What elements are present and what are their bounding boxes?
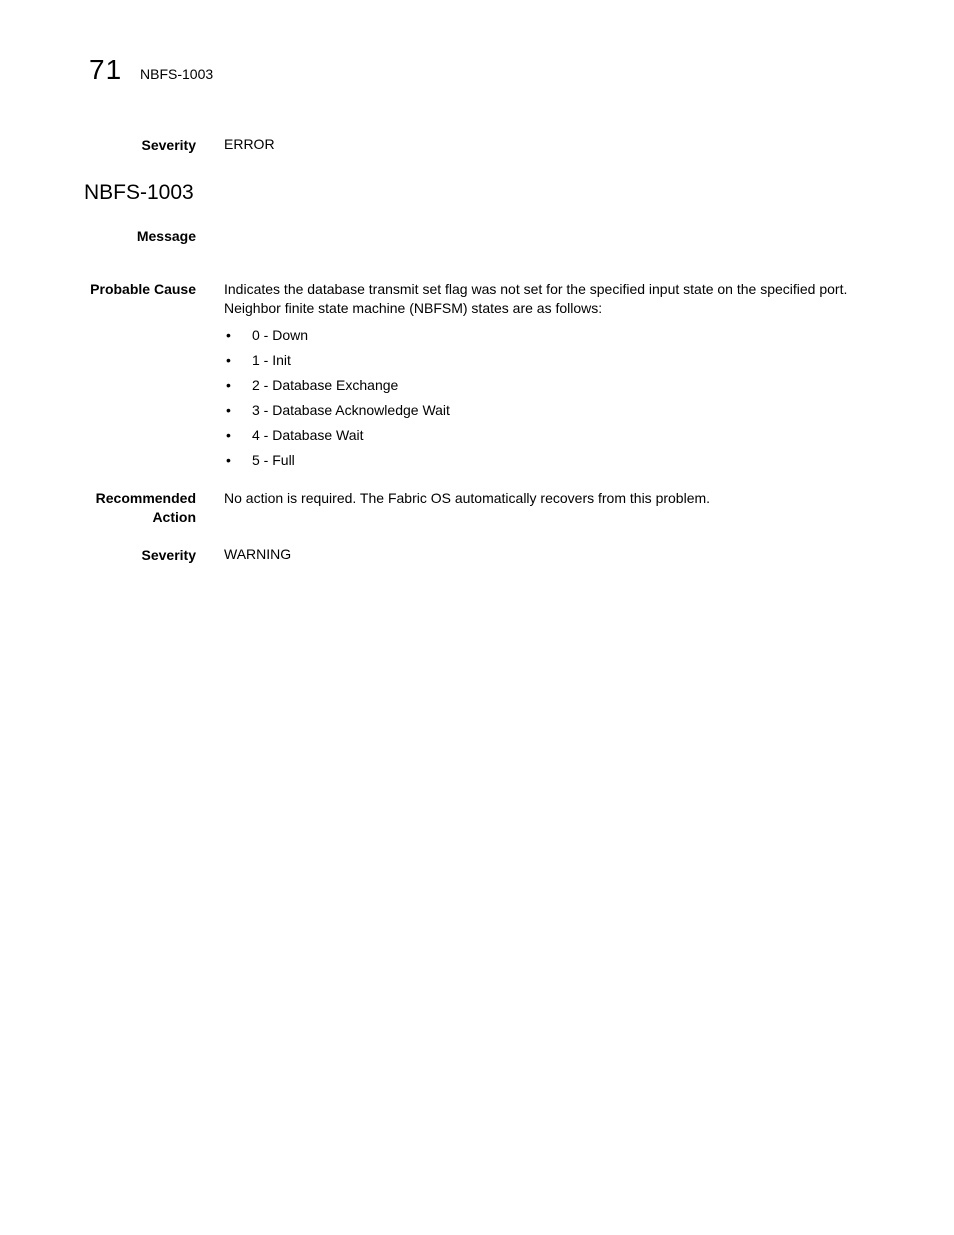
severity-label: Severity [141, 547, 196, 563]
recommended-action-text: No action is required. The Fabric OS automatically recovers from this problem. [224, 490, 711, 506]
bullet-icon: • [226, 402, 231, 418]
list-item-text: 2 - Database Exchange [252, 377, 399, 393]
list-item-text: 0 - Down [252, 327, 309, 343]
bullet-icon: • [226, 327, 231, 343]
list-item [224, 401, 450, 426]
recommended-action-label [96, 489, 196, 527]
message-label: Message [136, 228, 196, 244]
list-item [224, 326, 450, 351]
chapter-number: 71 [89, 54, 123, 85]
prev-severity-value: ERROR [224, 136, 275, 152]
list-item-text: 3 - Database Acknowledge Wait [252, 402, 450, 418]
bullet-icon: • [226, 427, 231, 443]
list-item [224, 451, 450, 476]
nbfsm-states-list [224, 326, 450, 476]
bullet-icon: • [226, 452, 231, 468]
bullet-icon: • [226, 352, 231, 368]
entry-title: NBFS-1003 [84, 181, 194, 204]
recommended-action-label-line1: Recommended [95, 490, 196, 506]
prev-severity-label: Severity [141, 137, 196, 153]
bullet-icon: • [226, 377, 231, 393]
running-header-title: NBFS-1003 [140, 66, 214, 82]
list-item-text: 5 - Full [252, 452, 295, 468]
severity-value: WARNING [224, 546, 292, 562]
list-item [224, 351, 450, 376]
list-item-text: 4 - Database Wait [252, 427, 364, 443]
recommended-action-label-line2: Action [152, 509, 196, 525]
probable-cause-text: Indicates the database transmit set flag was not set for the specified input state on the specified port. Neighbor finite state machine (NBFSM) states are as follows: [224, 281, 848, 316]
list-item [224, 426, 450, 451]
probable-cause-label: Probable Cause [90, 281, 196, 297]
list-item [224, 376, 450, 401]
list-item-text: 1 - Init [252, 352, 291, 368]
